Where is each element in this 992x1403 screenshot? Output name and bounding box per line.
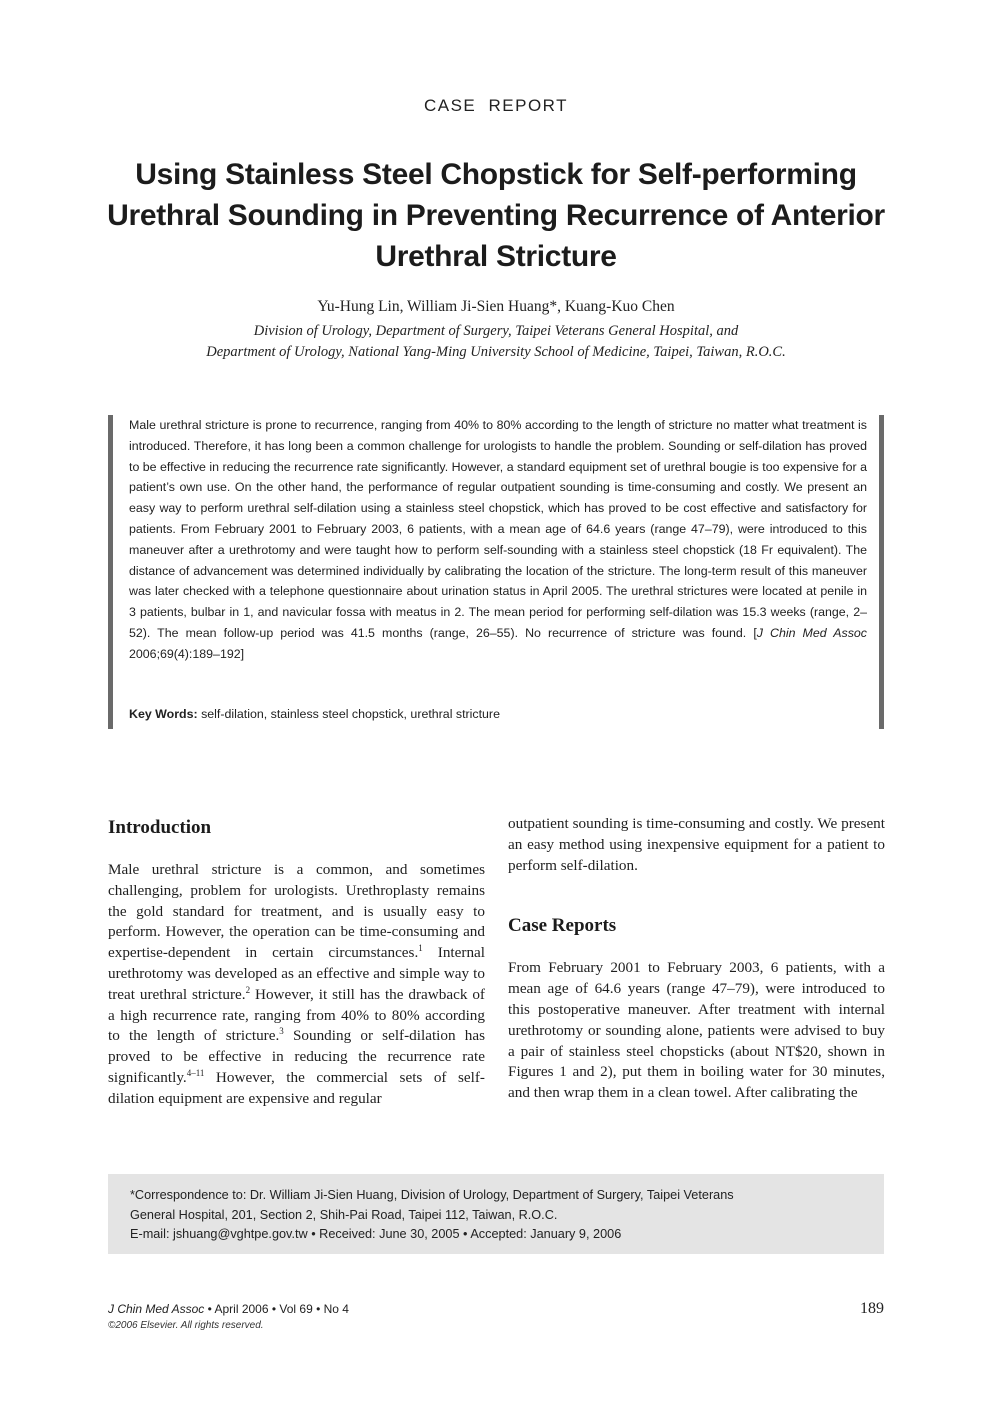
introduction-paragraph-continued: outpatient sounding is time-consuming and costly. We present an easy method using inexpensive equipment for a patient to perform self-dilation.	[508, 815, 885, 874]
citation-open: [	[753, 625, 757, 640]
reference-3: 3	[279, 1026, 284, 1037]
intro-text-a: Male urethral stricture is a common, and sometimes challenging, problem for urologists. Urethroplasty remains the gold standard for treatment, and is usually easy to perform. However, the operation can be time-consuming and expertise-dependent in certain circumstances.	[108, 861, 485, 962]
abstract-text	[129, 415, 867, 665]
footer-journal-info	[108, 1302, 349, 1316]
reference-2: 2	[245, 984, 251, 995]
introduction-heading: Introduction	[108, 817, 212, 838]
page-number: 189	[860, 1300, 884, 1317]
intro-text-b: Internal urethrotomy was developed as an effective and simple way to treat urethral stricture.	[108, 944, 485, 1003]
citation-details: 2006;69(4):189–192]	[129, 646, 245, 661]
footer-copyright: ©2006 Elsevier. All rights reserved.	[108, 1320, 264, 1331]
affiliation-line-1: Division of Urology, Department of Surgery, Taipei Veterans General Hospital, and	[253, 323, 739, 339]
correspondence-line-1: *Correspondence to: Dr. William Ji-Sien Huang, Division of Urology, Department of Surgery, Taipei Veterans	[130, 1188, 734, 1202]
footer-issue: • April 2006 • Vol 69 • No 4	[204, 1302, 349, 1316]
intro-text-d: Sounding or self-dilation has proved to be effective in reducing the recurrence rate significantly.	[108, 1027, 485, 1086]
case-reports-paragraph: From February 2001 to February 2003, 6 patients, with a mean age of 64.6 years (range 47–79), were introduced to this postoperative maneuver. After treatment with internal urethrotomy or sounding alone, patients were advised to buy a pair of stainless steel chopsticks (about NT$20, shown in Figures 1 and 2), put them in boiling water for 30 minutes, and then wrap them in a clean towel. After calibrating the	[508, 959, 885, 1102]
footer-journal-name: J Chin Med Assoc	[108, 1302, 205, 1316]
case-reports-heading: Case Reports	[508, 915, 617, 937]
affiliation-line-2: Department of Urology, National Yang-Ming University School of Medicine, Taipei, Taiwan, R.O.C.	[206, 344, 786, 360]
reference-4-11: 4–11	[186, 1067, 205, 1078]
right-column	[508, 814, 885, 1104]
correspondence-box	[108, 1174, 884, 1254]
reference-1: 1	[418, 943, 423, 954]
abstract-body: Male urethral stricture is prone to recurrence, ranging from 40% to 80% according to the length of stricture no matter what treatment is introduced. Therefore, it has long been a common challenge for urologists to handle the problem. Sounding or self-dilation has proved to be effective in reducing the recurrence rate significantly. However, a standard equipment set of urethral bougie is too expensive for a patient’s own use. On the other hand, the performance of regular outpatient sounding is time-consuming and costly. We present an easy way to perform urethral self-dilation using a stainless steel chopstick, which has proved to be cost effective and satisfactory for patients. From February 2001 to February 2003, 6 patients, with a mean age of 64.6 years (range 47–79), were introduced to this maneuver after a urethrotomy and were taught how to perform self-sounding with a stainless steel chopstick (18 Fr equivalent). The distance of advancement was determined individually by calibrating the location of the stricture. The long-term result of this maneuver was later checked with a telephone questionnaire about urination status in April 2005. The urethral strictures were located at penile in 3 patients, bulbar in 1, and navicular fossa with meatus in 2. The mean period for performing self-dilation was 15.3 weeks (range, 2–52). The mean follow-up period was 41.5 months (range, 26–55). No recurrence of stricture was found.	[129, 418, 867, 640]
correspondence-line-2: General Hospital, 201, Section 2, Shih-Pai Road, Taipei 112, Taiwan, R.O.C.	[130, 1208, 558, 1222]
author-list: Yu-Hung Lin, William Ji-Sien Huang*, Kuang-Kuo Chen	[317, 298, 675, 315]
intro-text-c: However, it still has the drawback of a high recurrence rate, ranging from 40% to 80% according to the length of stricture.	[108, 985, 485, 1045]
article-title: Using Stainless Steel Chopstick for Self-performing Urethral Sounding in Preventing Recurrence of Anterior Urethral Stricture	[107, 158, 885, 273]
correspondence-line-3: E-mail: jshuang@vghtpe.gov.tw • Received: June 30, 2005 • Accepted: January 9, 2006	[130, 1227, 622, 1241]
section-label: CASE REPORT	[423, 96, 569, 115]
abstract-box	[108, 415, 884, 729]
left-column	[108, 814, 485, 1110]
intro-text-e: However, the commercial sets of self-dilation equipment are expensive and regular	[108, 1068, 485, 1107]
keywords	[129, 707, 867, 721]
keywords-label: Key Words:	[129, 707, 198, 721]
introduction-paragraph	[108, 860, 485, 1110]
keywords-list: self-dilation, stainless steel chopstick, urethral stricture	[201, 707, 500, 721]
citation-journal: J Chin Med Assoc	[756, 625, 867, 640]
